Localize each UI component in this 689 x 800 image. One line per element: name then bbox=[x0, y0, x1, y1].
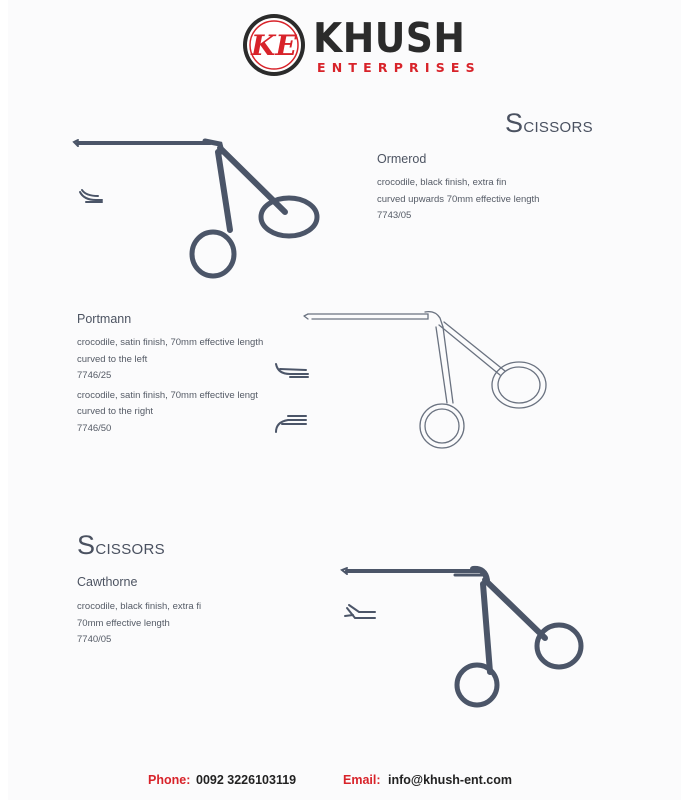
email-label: Email: bbox=[343, 773, 381, 787]
phone-label: Phone: bbox=[148, 773, 191, 787]
svg-text:KE: KE bbox=[251, 29, 297, 62]
ke-monogram-icon bbox=[241, 12, 307, 78]
contact-footer bbox=[0, 773, 689, 791]
product-desc-cawthorne bbox=[77, 599, 201, 649]
desc-line: curved to the left bbox=[77, 353, 148, 365]
product-code: 7743/05 bbox=[377, 210, 412, 221]
section-heading: Scissors bbox=[77, 530, 165, 560]
desc-line: crocodile, satin finish, 70mm effective length bbox=[77, 337, 264, 348]
desc-line: crocodile, black finish, extra fin bbox=[377, 177, 507, 188]
cawthorne-scissors-image bbox=[335, 560, 595, 715]
section-heading: Scissors bbox=[505, 108, 593, 138]
product-name-ormerod: Ormerod bbox=[377, 152, 427, 166]
product-code: 7746/50 bbox=[77, 422, 112, 434]
product-code: 7746/25 bbox=[77, 370, 112, 381]
product-name-portmann: Portmann bbox=[77, 312, 132, 326]
product-name-cawthorne: Cawthorne bbox=[77, 575, 138, 589]
brand-name: KHUSH bbox=[313, 14, 466, 62]
desc-line: curved upwards 70mm effective length bbox=[377, 193, 540, 205]
portmann-scissors-image bbox=[300, 305, 555, 455]
product-desc-portmann bbox=[77, 335, 263, 437]
desc-line: crocodile, satin finish, 70mm effective lengt bbox=[77, 389, 258, 401]
product-desc-ormerod bbox=[377, 175, 539, 225]
product-code: 7740/05 bbox=[77, 634, 112, 645]
brand-logo bbox=[241, 12, 481, 78]
desc-line: crocodile, black finish, extra fi bbox=[77, 601, 202, 612]
ormerod-scissors-image bbox=[70, 130, 330, 280]
email-address[interactable]: info@khush-ent.com bbox=[388, 773, 512, 787]
desc-line: curved to the right bbox=[77, 406, 154, 417]
phone-number[interactable]: 0092 3226103119 bbox=[196, 773, 297, 787]
brand-tagline: ENTERPRISES bbox=[317, 60, 481, 75]
desc-line: 70mm effective length bbox=[77, 617, 170, 629]
